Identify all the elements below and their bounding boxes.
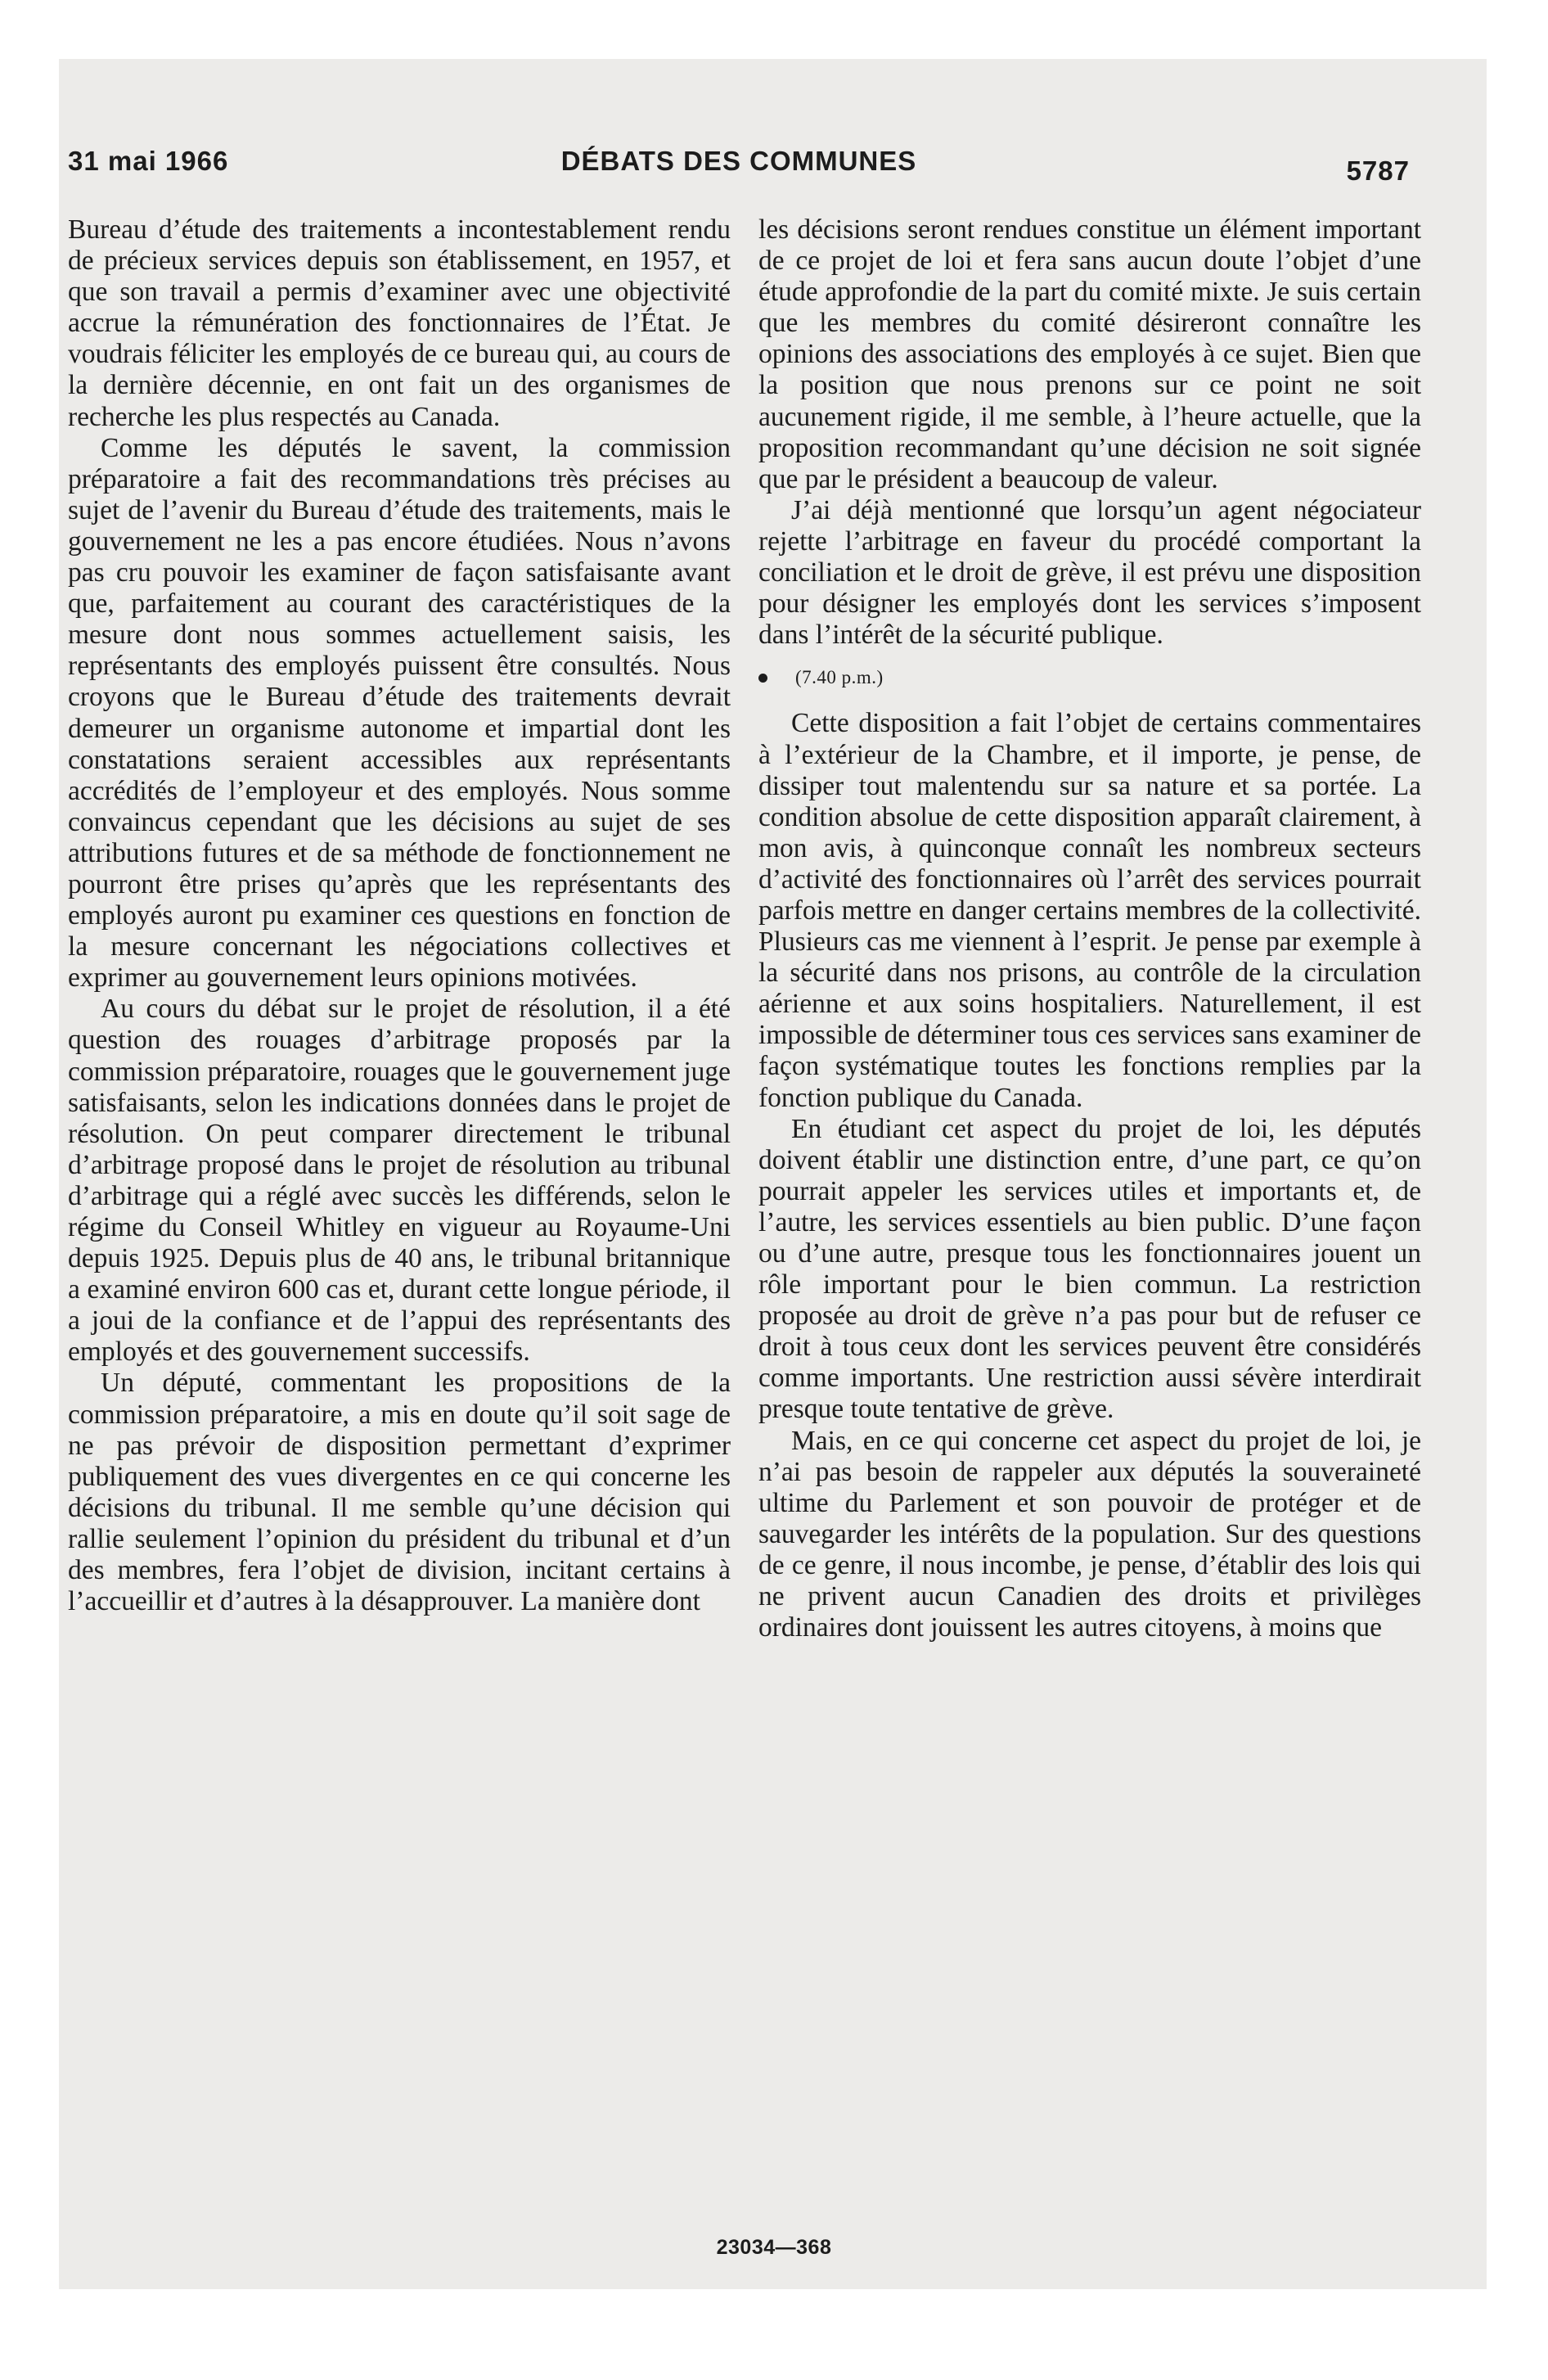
paragraph: En étudiant cet aspect du projet de loi, les députés doivent établir une distinction entre, d’une part, ce qu’on pourrait appeler les services utiles et importants et, de l’autre, les services essentiels au bien public. D’une façon ou d’une autre, presque tous les fonctionnaires jouent un rôle important pour le bien commun. La restriction proposée au droit de grève n’a pas pour but de refuser ce droit à tous ceux dont les services peuvent être considérés comme importants. Une restriction aussi sévère interdirait presque toute tentative de grève. xyxy=(758,1113,1421,1425)
paragraph: J’ai déjà mentionné que lorsqu’un agent négociateur rejette l’arbitrage en faveur du procédé comportant la conciliation et le droit de grève, il est prévu une disposition pour désigner les employés dont les services s’imposent dans l’intérêt de la sécurité publique. xyxy=(758,494,1421,651)
header-date: 31 mai 1966 xyxy=(68,146,229,176)
paragraph: Un député, commentant les propositions de la commission préparatoire, a mis en doute qu’il soit sage de ne pas prévoir de disposition permettant d’exprimer publiquement des vues divergentes en ce qui concerne les décisions du tribunal. Il me semble qu’une décision qui rallie seulement l’opinion du président du tribunal et d’un des membres, fera l’objet de division, incitant certains à l’accueillir et d’autres à la désapprouver. La manière dont xyxy=(68,1368,731,1617)
left-column xyxy=(68,214,731,1617)
paragraph: Cette disposition a fait l’objet de certains commentaires à l’extérieur de la Chambre, et il importe, je pense, de dissiper tout malentendu sur sa nature et sa portée. La condition absolue de cette disposition apparaît clairement, à mon avis, à quinconque connaît les nombreux secteurs d’activité des fonctionnaires où l’arrêt des services pourrait parfois mettre en danger certains membres de la collectivité. Plusieurs cas me viennent à l’esprit. Je pense par exemple à la sécurité dans nos prisons, au contrôle de la circulation aérienne et aux soins hospitaliers. Naturellement, il est impossible de déterminer tous ces services sans examiner de façon systématique toutes les fonctions remplies par la fonction publique du Canada. xyxy=(758,708,1421,1113)
paragraph: les décisions seront rendues constitue un élément important de ce projet de loi et fera sans aucun doute l’objet d’une étude approfondie de la part du comité mixte. Je suis certain que les membres du comité désireront connaître les opinions des associations des employés à ce sujet. Bien que la position que nous prenons sur ce point ne soit aucunement rigide, il me semble, à l’heure actuelle, que la proposition recommandant qu’une décision ne soit signée que par le président a beaucoup de valeur. xyxy=(758,214,1421,494)
header-title: DÉBATS DES COMMUNES xyxy=(560,146,917,176)
paragraph: Au cours du débat sur le projet de résolution, il a été question des rouages d’arbitrage proposés par la commission préparatoire, rouages que le gouvernement juge satisfaisants, selon les indications données dans le projet de résolution. On peut comparer directement le tribunal d’arbitrage proposé dans le projet de résolution au tribunal d’arbitrage qui a réglé avec succès les différends, selon le régime du Conseil Whitley en vigueur au Royaume-Uni depuis 1925. Depuis plus de 40 ans, le tribunal britannique a examiné environ 600 cas et, durant cette longue période, il a joui de la confiance et de l’appui des représentants des employés et des gouvernement successifs. xyxy=(68,994,731,1368)
paragraph: Mais, en ce qui concerne cet aspect du projet de loi, je n’ai pas besoin de rappeler aux députés la souveraineté ultime du Parlement et son pouvoir de protéger et de sauvegarder les intérêts de la population. Sur des questions de ce genre, il nous incombe, je pense, d’établir des lois qui ne privent aucun Canadien des droits et privilèges ordinaires dont jouissent les autres citoyens, à moins que xyxy=(758,1425,1421,1643)
time-marker-text: (7.40 p.m.) xyxy=(795,667,884,688)
bullet-icon xyxy=(758,674,767,683)
right-column xyxy=(758,214,1421,1643)
paragraph: Comme les députés le savent, la commission préparatoire a fait des recommandations très précises au sujet de l’avenir du Bureau d’étude des traitements, mais le gouvernement ne les a pas encore étudiées. Nous n’avons pas cru pouvoir les examiner de façon satisfaisante avant que, parfaitement au courant des caractéristiques de la mesure dont nous sommes actuellement saisis, les représentants des employés puissent être consultés. Nous croyons que le Bureau d’étude des traitements devrait demeurer un organisme autonome et impartial dont les constatations seraient accessibles aux représentants accrédités de l’employeur et des employés. Nous somme convaincus cependant que les décisions au sujet de ses attributions futures et de sa méthode de fonctionnement ne pourront être prises qu’après que les représentants des employés auront pu examiner ces questions en fonction de la mesure concernant les négociations collectives et exprimer au gouvernement leurs opinions motivées. xyxy=(68,432,731,994)
header-page-number: 5787 xyxy=(1346,156,1410,186)
paragraph: Bureau d’étude des traitements a incontestablement rendu de précieux services depuis son établissement, en 1957, et que son travail a permis d’examiner avec une objectivité accrue la rémunération des fonctionnaires de l’État. Je voudrais féliciter les employés de ce bureau qui, au cours de la dernière décennie, en ont fait un des organismes de recherche les plus respectés au Canada. xyxy=(68,214,731,432)
footer-code: 23034—368 xyxy=(716,2236,832,2259)
page-header xyxy=(68,146,1410,195)
time-marker xyxy=(758,662,1421,693)
